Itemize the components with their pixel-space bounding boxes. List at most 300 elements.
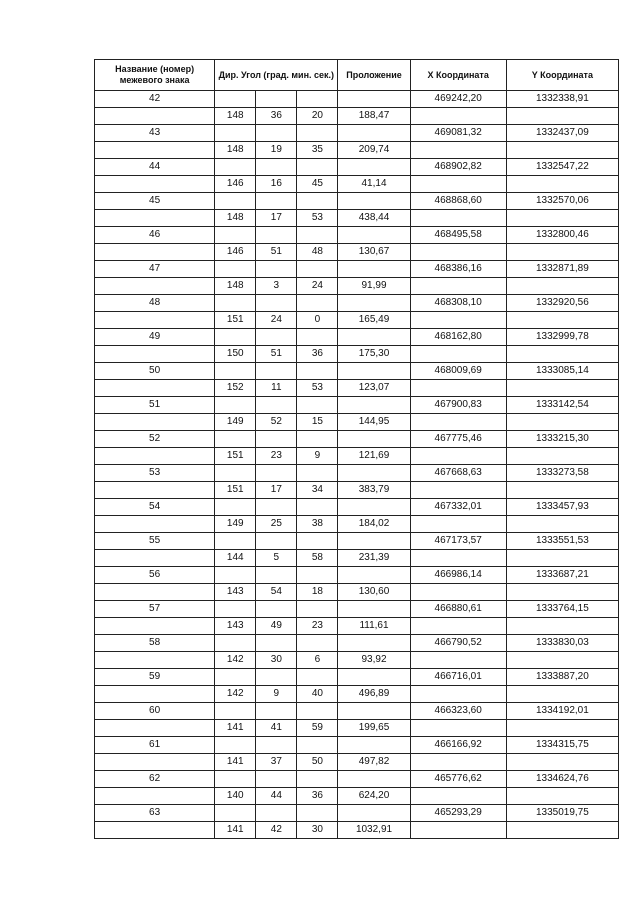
empty-cell [256,193,297,210]
empty-cell [506,312,618,329]
x-coordinate-cell: 466880,61 [410,601,506,618]
empty-cell [410,244,506,261]
empty-cell [338,465,410,482]
empty-cell [410,516,506,533]
empty-cell [506,142,618,159]
point-row [95,499,619,516]
segment-row [95,550,619,567]
empty-cell [506,550,618,567]
angle-minutes-cell: 42 [256,822,297,839]
header-length: Проложение [338,60,410,91]
point-name-cell: 43 [95,125,215,142]
segment-row [95,618,619,635]
empty-cell [215,635,256,652]
empty-cell [215,261,256,278]
point-row [95,363,619,380]
point-row [95,805,619,822]
y-coordinate-cell: 1332920,56 [506,295,618,312]
angle-degrees-cell: 142 [215,652,256,669]
y-coordinate-cell: 1332338,91 [506,91,618,108]
point-name-cell: 45 [95,193,215,210]
segment-row [95,244,619,261]
empty-cell [410,720,506,737]
empty-cell [338,499,410,516]
empty-cell [410,448,506,465]
point-row [95,227,619,244]
angle-minutes-cell: 36 [256,108,297,125]
angle-seconds-cell: 20 [297,108,338,125]
empty-cell [410,754,506,771]
angle-minutes-cell: 54 [256,584,297,601]
segment-length-cell: 496,89 [338,686,410,703]
segment-length-cell: 497,82 [338,754,410,771]
empty-cell [215,703,256,720]
angle-degrees-cell: 150 [215,346,256,363]
x-coordinate-cell: 466986,14 [410,567,506,584]
y-coordinate-cell: 1333687,21 [506,567,618,584]
point-name-cell: 55 [95,533,215,550]
empty-cell [410,482,506,499]
empty-cell [297,363,338,380]
empty-cell [297,805,338,822]
empty-cell [410,584,506,601]
empty-cell [256,295,297,312]
angle-seconds-cell: 50 [297,754,338,771]
empty-cell [256,805,297,822]
empty-cell [256,431,297,448]
angle-degrees-cell: 146 [215,176,256,193]
angle-degrees-cell: 148 [215,210,256,227]
x-coordinate-cell: 468902,82 [410,159,506,176]
empty-cell [338,227,410,244]
empty-cell [95,482,215,499]
x-coordinate-cell: 469242,20 [410,91,506,108]
empty-cell [256,703,297,720]
y-coordinate-cell: 1333085,14 [506,363,618,380]
angle-minutes-cell: 19 [256,142,297,159]
empty-cell [297,499,338,516]
header-y-coordinate: Y Координата [506,60,618,91]
empty-cell [256,533,297,550]
angle-minutes-cell: 41 [256,720,297,737]
empty-cell [506,414,618,431]
angle-seconds-cell: 24 [297,278,338,295]
empty-cell [215,159,256,176]
empty-cell [506,482,618,499]
empty-cell [256,91,297,108]
angle-seconds-cell: 18 [297,584,338,601]
angle-seconds-cell: 0 [297,312,338,329]
empty-cell [338,397,410,414]
point-row [95,703,619,720]
angle-degrees-cell: 143 [215,618,256,635]
empty-cell [297,397,338,414]
y-coordinate-cell: 1335019,75 [506,805,618,822]
point-row [95,125,619,142]
angle-degrees-cell: 148 [215,142,256,159]
empty-cell [256,737,297,754]
empty-cell [95,278,215,295]
point-row [95,771,619,788]
x-coordinate-cell: 465293,29 [410,805,506,822]
point-row [95,567,619,584]
empty-cell [297,295,338,312]
point-row [95,397,619,414]
empty-cell [297,567,338,584]
empty-cell [410,618,506,635]
segment-length-cell: 1032,91 [338,822,410,839]
empty-cell [215,193,256,210]
y-coordinate-cell: 1333457,93 [506,499,618,516]
empty-cell [95,584,215,601]
angle-degrees-cell: 151 [215,312,256,329]
segment-row [95,822,619,839]
empty-cell [256,669,297,686]
angle-minutes-cell: 16 [256,176,297,193]
angle-degrees-cell: 142 [215,686,256,703]
y-coordinate-cell: 1332800,46 [506,227,618,244]
angle-degrees-cell: 141 [215,720,256,737]
empty-cell [338,431,410,448]
y-coordinate-cell: 1334315,75 [506,737,618,754]
point-row [95,91,619,108]
segment-row [95,312,619,329]
empty-cell [410,822,506,839]
point-row [95,261,619,278]
empty-cell [95,414,215,431]
empty-cell [297,465,338,482]
empty-cell [338,125,410,142]
table-header-row [95,60,619,91]
angle-seconds-cell: 53 [297,380,338,397]
y-coordinate-cell: 1332999,78 [506,329,618,346]
point-row [95,465,619,482]
segment-row [95,210,619,227]
segment-length-cell: 175,30 [338,346,410,363]
empty-cell [506,210,618,227]
segment-row [95,278,619,295]
point-row [95,635,619,652]
segment-length-cell: 188,47 [338,108,410,125]
empty-cell [95,822,215,839]
empty-cell [410,380,506,397]
angle-minutes-cell: 17 [256,210,297,227]
empty-cell [95,720,215,737]
x-coordinate-cell: 465776,62 [410,771,506,788]
empty-cell [297,91,338,108]
empty-cell [95,312,215,329]
angle-seconds-cell: 59 [297,720,338,737]
empty-cell [215,227,256,244]
angle-degrees-cell: 148 [215,278,256,295]
point-name-cell: 48 [95,295,215,312]
segment-length-cell: 123,07 [338,380,410,397]
empty-cell [215,329,256,346]
angle-degrees-cell: 141 [215,822,256,839]
point-name-cell: 51 [95,397,215,414]
empty-cell [95,652,215,669]
empty-cell [410,550,506,567]
segment-length-cell: 93,92 [338,652,410,669]
segment-row [95,414,619,431]
empty-cell [256,635,297,652]
empty-cell [297,771,338,788]
empty-cell [506,720,618,737]
empty-cell [95,448,215,465]
segment-row [95,380,619,397]
empty-cell [338,601,410,618]
x-coordinate-cell: 468386,16 [410,261,506,278]
angle-minutes-cell: 17 [256,482,297,499]
empty-cell [95,346,215,363]
empty-cell [506,380,618,397]
empty-cell [215,533,256,550]
empty-cell [297,329,338,346]
empty-cell [215,295,256,312]
point-name-cell: 58 [95,635,215,652]
empty-cell [95,380,215,397]
empty-cell [256,465,297,482]
header-point-name: Название (номер) межевого знака [95,60,215,91]
empty-cell [410,686,506,703]
empty-cell [215,431,256,448]
point-row [95,329,619,346]
empty-cell [256,363,297,380]
x-coordinate-cell: 468868,60 [410,193,506,210]
empty-cell [506,686,618,703]
empty-cell [215,363,256,380]
angle-degrees-cell: 144 [215,550,256,567]
empty-cell [95,142,215,159]
empty-cell [410,108,506,125]
point-name-cell: 50 [95,363,215,380]
angle-degrees-cell: 146 [215,244,256,261]
y-coordinate-cell: 1332871,89 [506,261,618,278]
angle-seconds-cell: 34 [297,482,338,499]
angle-seconds-cell: 58 [297,550,338,567]
empty-cell [338,805,410,822]
segment-length-cell: 438,44 [338,210,410,227]
empty-cell [215,91,256,108]
point-name-cell: 47 [95,261,215,278]
empty-cell [95,550,215,567]
angle-degrees-cell: 148 [215,108,256,125]
point-row [95,669,619,686]
empty-cell [338,737,410,754]
x-coordinate-cell: 466716,01 [410,669,506,686]
segment-length-cell: 165,49 [338,312,410,329]
point-row [95,159,619,176]
segment-row [95,482,619,499]
boundary-points-table [94,59,619,839]
coordinates-document [94,59,619,839]
empty-cell [256,771,297,788]
empty-cell [215,465,256,482]
y-coordinate-cell: 1332547,22 [506,159,618,176]
segment-row [95,686,619,703]
segment-length-cell: 184,02 [338,516,410,533]
empty-cell [215,125,256,142]
point-name-cell: 62 [95,771,215,788]
empty-cell [95,618,215,635]
empty-cell [297,703,338,720]
segment-row [95,516,619,533]
empty-cell [95,244,215,261]
empty-cell [506,822,618,839]
angle-seconds-cell: 40 [297,686,338,703]
angle-degrees-cell: 141 [215,754,256,771]
point-name-cell: 60 [95,703,215,720]
segment-length-cell: 231,39 [338,550,410,567]
angle-seconds-cell: 38 [297,516,338,533]
angle-seconds-cell: 23 [297,618,338,635]
empty-cell [215,397,256,414]
angle-minutes-cell: 11 [256,380,297,397]
angle-minutes-cell: 25 [256,516,297,533]
point-name-cell: 63 [95,805,215,822]
empty-cell [338,669,410,686]
segment-row [95,720,619,737]
empty-cell [410,312,506,329]
y-coordinate-cell: 1333830,03 [506,635,618,652]
x-coordinate-cell: 467173,57 [410,533,506,550]
segment-length-cell: 111,61 [338,618,410,635]
empty-cell [338,703,410,720]
y-coordinate-cell: 1333887,20 [506,669,618,686]
angle-seconds-cell: 36 [297,346,338,363]
angle-degrees-cell: 149 [215,516,256,533]
y-coordinate-cell: 1333551,53 [506,533,618,550]
y-coordinate-cell: 1332570,06 [506,193,618,210]
angle-degrees-cell: 151 [215,448,256,465]
empty-cell [297,635,338,652]
empty-cell [506,516,618,533]
angle-minutes-cell: 24 [256,312,297,329]
empty-cell [256,159,297,176]
x-coordinate-cell: 466790,52 [410,635,506,652]
point-row [95,295,619,312]
point-name-cell: 46 [95,227,215,244]
segment-row [95,346,619,363]
segment-row [95,754,619,771]
empty-cell [95,754,215,771]
empty-cell [297,533,338,550]
empty-cell [338,329,410,346]
angle-minutes-cell: 30 [256,652,297,669]
header-x-coordinate: X Координата [410,60,506,91]
segment-length-cell: 130,67 [338,244,410,261]
y-coordinate-cell: 1333215,30 [506,431,618,448]
point-name-cell: 52 [95,431,215,448]
empty-cell [256,329,297,346]
segment-row [95,108,619,125]
x-coordinate-cell: 466323,60 [410,703,506,720]
point-name-cell: 44 [95,159,215,176]
x-coordinate-cell: 468308,10 [410,295,506,312]
empty-cell [256,261,297,278]
empty-cell [338,363,410,380]
empty-cell [95,686,215,703]
empty-cell [338,771,410,788]
angle-minutes-cell: 9 [256,686,297,703]
segment-row [95,448,619,465]
empty-cell [215,737,256,754]
angle-minutes-cell: 52 [256,414,297,431]
y-coordinate-cell: 1333142,54 [506,397,618,414]
point-row [95,737,619,754]
point-name-cell: 57 [95,601,215,618]
empty-cell [338,533,410,550]
x-coordinate-cell: 468495,58 [410,227,506,244]
empty-cell [297,261,338,278]
angle-degrees-cell: 140 [215,788,256,805]
empty-cell [506,788,618,805]
x-coordinate-cell: 469081,32 [410,125,506,142]
segment-row [95,788,619,805]
empty-cell [256,227,297,244]
angle-seconds-cell: 53 [297,210,338,227]
empty-cell [338,91,410,108]
x-coordinate-cell: 467332,01 [410,499,506,516]
point-name-cell: 56 [95,567,215,584]
empty-cell [410,652,506,669]
y-coordinate-cell: 1334192,01 [506,703,618,720]
x-coordinate-cell: 466166,92 [410,737,506,754]
segment-length-cell: 624,20 [338,788,410,805]
empty-cell [256,567,297,584]
empty-cell [256,499,297,516]
angle-minutes-cell: 37 [256,754,297,771]
empty-cell [95,210,215,227]
empty-cell [95,516,215,533]
angle-minutes-cell: 23 [256,448,297,465]
angle-seconds-cell: 35 [297,142,338,159]
segment-length-cell: 91,99 [338,278,410,295]
y-coordinate-cell: 1334624,76 [506,771,618,788]
y-coordinate-cell: 1333273,58 [506,465,618,482]
angle-minutes-cell: 49 [256,618,297,635]
empty-cell [506,176,618,193]
empty-cell [297,227,338,244]
angle-seconds-cell: 48 [297,244,338,261]
empty-cell [297,159,338,176]
empty-cell [338,261,410,278]
empty-cell [215,669,256,686]
point-row [95,533,619,550]
empty-cell [95,788,215,805]
empty-cell [410,414,506,431]
empty-cell [506,584,618,601]
empty-cell [506,244,618,261]
angle-seconds-cell: 30 [297,822,338,839]
empty-cell [297,737,338,754]
empty-cell [297,125,338,142]
empty-cell [338,159,410,176]
segment-length-cell: 130,60 [338,584,410,601]
angle-minutes-cell: 51 [256,244,297,261]
header-direction-angle: Дир. Угол (град. мин. сек.) [215,60,338,91]
angle-minutes-cell: 5 [256,550,297,567]
x-coordinate-cell: 468162,80 [410,329,506,346]
angle-seconds-cell: 9 [297,448,338,465]
empty-cell [338,567,410,584]
angle-degrees-cell: 151 [215,482,256,499]
empty-cell [215,771,256,788]
empty-cell [410,176,506,193]
angle-minutes-cell: 51 [256,346,297,363]
point-name-cell: 61 [95,737,215,754]
segment-length-cell: 199,65 [338,720,410,737]
